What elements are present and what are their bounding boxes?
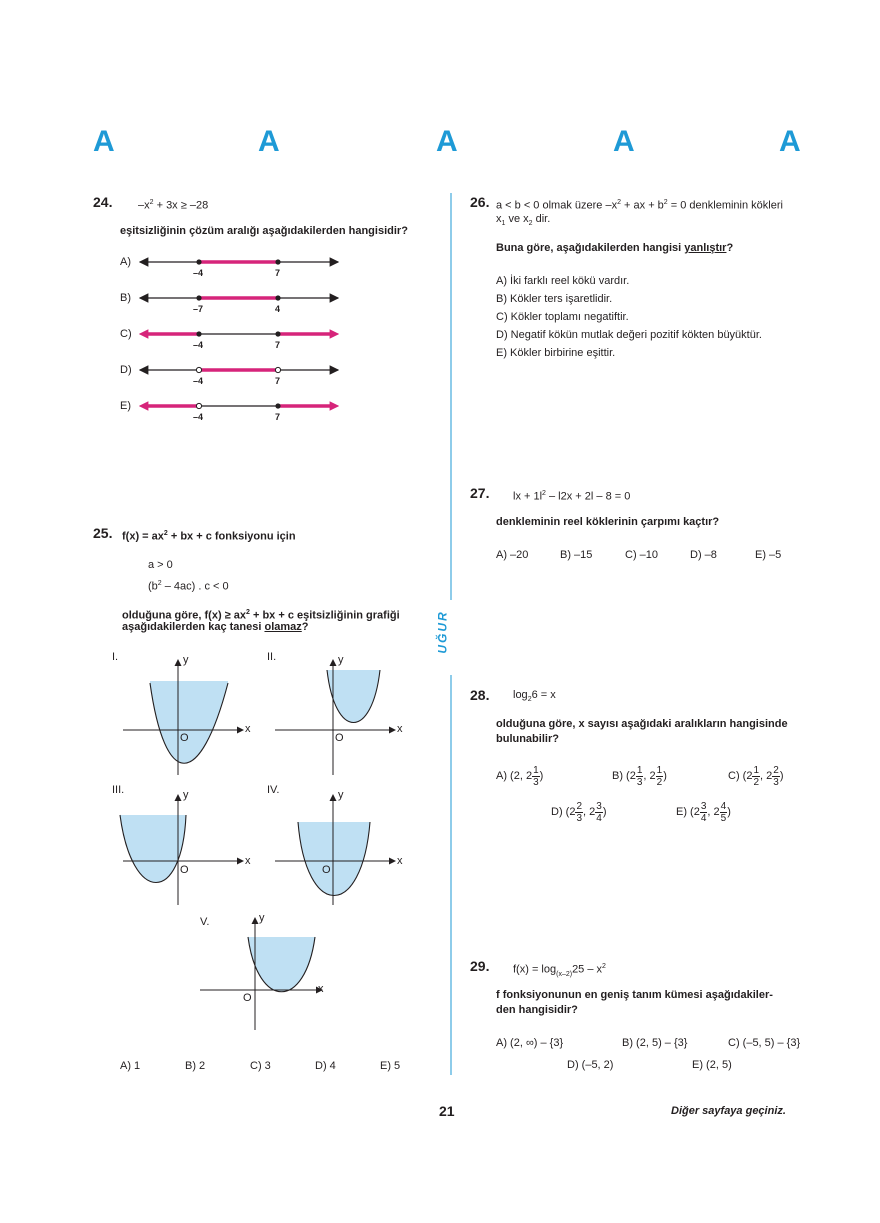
q26-statement-line-2: $x_1$ ve $x_2$ dir. bbox=[496, 213, 551, 228]
answer-option: E) –5 bbox=[755, 549, 782, 561]
tick-label: 7 bbox=[275, 268, 281, 278]
tick-label: –7 bbox=[193, 304, 204, 314]
answer-option: A) (2, 2 $\frac{1}{3}$ ) bbox=[496, 764, 544, 788]
graph-2 bbox=[275, 660, 395, 775]
booklet-letter: A bbox=[93, 125, 115, 158]
axis-x-label: x bbox=[245, 723, 251, 735]
origin-label: O bbox=[180, 732, 189, 744]
question-number: 24. bbox=[93, 194, 113, 210]
next-page-note: Diğer sayfaya geçiniz. bbox=[671, 1105, 786, 1117]
graph-5 bbox=[200, 918, 322, 1030]
axis-x-label: x bbox=[318, 983, 324, 995]
question-number: 25. bbox=[93, 525, 113, 541]
side-label: UĞUR bbox=[435, 610, 450, 654]
q25-function: $f(x) = ax^2$ + bx + c fonksiyonu için bbox=[122, 530, 296, 543]
q29-question-line-2: den hangisidir? bbox=[496, 1004, 578, 1016]
axis-x-label: x bbox=[245, 855, 251, 867]
answer-option: D) (–5, 2) bbox=[567, 1059, 614, 1071]
answer-option: A) 1 bbox=[120, 1060, 141, 1072]
q25-question-line-1: olduğuna göre, $f(x) \ge ax^2$ + bx + c eşitsizliğinin grafiği bbox=[122, 609, 400, 622]
q28-question-line-1: olduğuna göre, x sayısı aşağıdaki aralıkların hangisinde bbox=[496, 718, 788, 730]
origin-label: O bbox=[243, 992, 252, 1004]
q28-question-line-2: bulunabilir? bbox=[496, 733, 559, 745]
tick-label: 7 bbox=[275, 340, 281, 350]
option-label: D) bbox=[120, 364, 132, 376]
booklet-letter: A bbox=[436, 125, 458, 158]
q25-condition-1: a > 0 bbox=[148, 559, 173, 571]
option-label: A) bbox=[120, 256, 131, 268]
booklet-letter: A bbox=[613, 125, 635, 158]
axis-y-label: y bbox=[338, 789, 344, 801]
question-number: 27. bbox=[470, 485, 490, 501]
q25-question-line-2: aşağıdakilerden kaç tanesi olamaz? bbox=[122, 621, 309, 633]
axis-x-label: x bbox=[397, 855, 403, 867]
answer-option: E) 5 bbox=[380, 1060, 401, 1072]
answer-option: C) (–5, 5) – {3} bbox=[728, 1037, 801, 1049]
answer-option: E) (2 $\frac{3}{4}$ , 2 $\frac{4}{5}$ ) bbox=[676, 800, 731, 824]
q26-question: Buna göre, aşağıdakilerden hangisi yanlıştır? bbox=[496, 242, 734, 254]
question-number: 26. bbox=[470, 194, 490, 210]
question-number: 29. bbox=[470, 958, 490, 974]
answer-option: C) 3 bbox=[250, 1060, 271, 1072]
answer-option: C) (2 $\frac{1}{2}$ , 2 $\frac{2}{3}$ ) bbox=[728, 764, 784, 788]
q29-function: $f(x) = \log_{(x-2)}25 - x^2$ bbox=[513, 963, 606, 978]
answer-option: B) 2 bbox=[185, 1060, 206, 1072]
axis-x-label: x bbox=[397, 723, 403, 735]
origin-label: O bbox=[322, 864, 331, 876]
answer-option: D) (2 $\frac{2}{3}$ , 2 $\frac{3}{4}$ ) bbox=[551, 800, 607, 824]
graph-3 bbox=[120, 795, 243, 905]
answer-option: C) Kökler toplamı negatiftir. bbox=[496, 311, 629, 323]
answer-option: D) 4 bbox=[315, 1060, 336, 1072]
answer-option: D) –8 bbox=[690, 549, 717, 561]
tick-label: 4 bbox=[275, 304, 281, 314]
tick-label: –4 bbox=[193, 376, 204, 386]
page-number: 21 bbox=[439, 1103, 455, 1119]
axis-y-label: y bbox=[259, 912, 265, 924]
tick-label: 7 bbox=[275, 412, 281, 422]
graph-label: II. bbox=[267, 651, 277, 663]
answer-option: A) İki farklı reel kökü vardır. bbox=[496, 275, 630, 287]
graph-4 bbox=[275, 795, 395, 905]
graph-label: IV. bbox=[267, 784, 280, 796]
answer-option: E) Kökler birbirine eşittir. bbox=[496, 347, 616, 359]
answer-option: B) –15 bbox=[560, 549, 593, 561]
answer-option: B) Kökler ters işaretlidir. bbox=[496, 293, 613, 305]
tick-label: 7 bbox=[275, 376, 281, 386]
q27-question: denkleminin reel köklerinin çarpımı kaçtır? bbox=[496, 516, 720, 528]
answer-option: A) (2, ∞) – {3} bbox=[496, 1037, 564, 1049]
answer-option: B) (2 $\frac{1}{3}$ , 2 $\frac{1}{2}$ ) bbox=[612, 764, 667, 788]
option-label: C) bbox=[120, 328, 132, 340]
answer-option: C) –10 bbox=[625, 549, 659, 561]
answer-option: A) –20 bbox=[496, 549, 529, 561]
graph-1 bbox=[123, 660, 243, 775]
q25-condition-2: $(b^2 - 4ac)$ . c < 0 bbox=[148, 580, 229, 593]
axis-y-label: y bbox=[338, 654, 344, 666]
tick-label: –4 bbox=[193, 268, 204, 278]
axis-y-label: y bbox=[183, 654, 189, 666]
q26-statement-line-1: a < b < 0 olmak üzere $-x^2$ + ax + $b^2 = 0$ denkleminin kökleri bbox=[496, 199, 783, 212]
tick-label: –4 bbox=[193, 412, 204, 422]
q29-question-line-1: f fonksiyonunun en geniş tanım kümesi aşağıdakiler- bbox=[496, 989, 773, 1001]
graph-label: I. bbox=[112, 651, 119, 663]
q24-question: eşitsizliğinin çözüm aralığı aşağıdakilerden hangisidir? bbox=[120, 225, 408, 237]
answer-option: D) Negatif kökün mutlak değeri pozitif kökten büyüktür. bbox=[496, 329, 762, 341]
booklet-letter: A bbox=[779, 125, 801, 158]
option-label: E) bbox=[120, 400, 131, 412]
q27-equation: lx + $1l^2 - l2x + 2l - 8 = 0$ bbox=[513, 490, 631, 503]
question-number: 28. bbox=[470, 687, 490, 703]
origin-label: O bbox=[180, 864, 189, 876]
answer-option: B) (2, 5) – {3} bbox=[622, 1037, 688, 1049]
option-label: B) bbox=[120, 292, 131, 304]
axis-y-label: y bbox=[183, 789, 189, 801]
booklet-letter: A bbox=[258, 125, 280, 158]
tick-label: –4 bbox=[193, 340, 204, 350]
q28-equation: $\log_26 = x$ bbox=[513, 689, 556, 704]
q24-inequality: $-x^2 + 3x \ge -28$ bbox=[138, 199, 209, 212]
graph-label: III. bbox=[112, 784, 125, 796]
origin-label: O bbox=[335, 732, 344, 744]
answer-option: E) (2, 5) bbox=[692, 1059, 732, 1071]
graph-label: V. bbox=[200, 916, 210, 928]
